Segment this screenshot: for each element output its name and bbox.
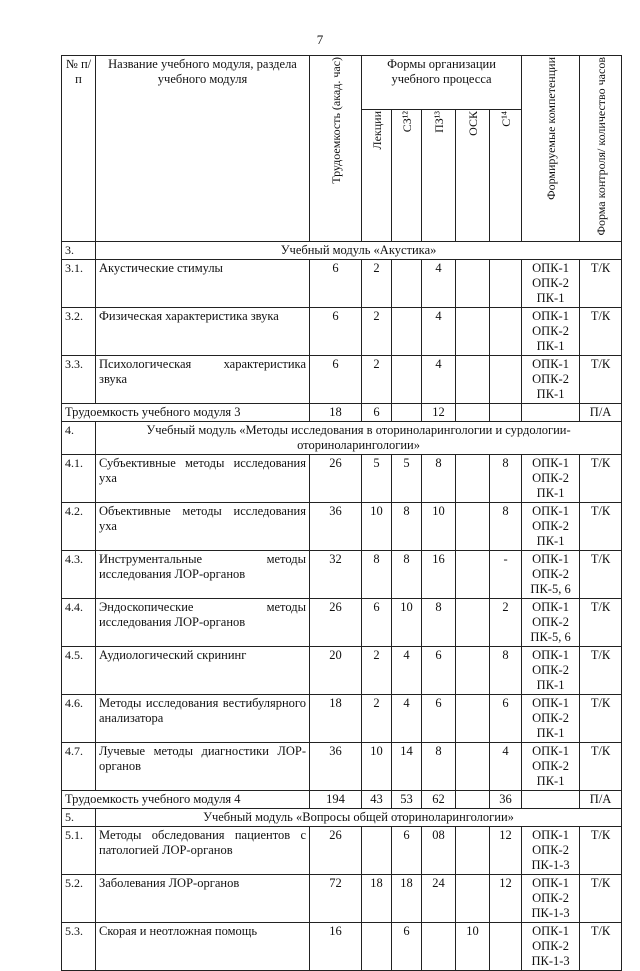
module-title-row [62,808,622,826]
competency-item: ОПК-2 [532,470,569,485]
module-title-row [62,421,622,454]
row-control: Т/К [580,826,622,874]
row-osk [456,259,490,307]
row-pz: 10 [422,502,456,550]
row-name: Аудиологический скрининг [96,646,310,694]
row-number: 4.2. [62,502,96,550]
competency-item: ПК-1-3 [531,905,570,920]
row-control: Т/К [580,874,622,922]
total-pz: 62 [422,790,456,808]
header-pz-text: ПЗ¹³ [431,111,446,134]
row-labor: 26 [310,826,362,874]
row-control: Т/К [580,502,622,550]
row-control: Т/К [580,259,622,307]
row-labor: 36 [310,742,362,790]
competency-item: ОПК-1 [532,503,569,518]
competency-item: ПК-1 [536,773,565,788]
competency-item: ОПК-2 [532,758,569,773]
row-osk: 10 [456,922,490,970]
module-number: 4. [62,421,96,454]
row-pz: 24 [422,874,456,922]
competency-item: ОПК-1 [532,599,569,614]
row-s: 2 [490,598,522,646]
row-control: Т/К [580,922,622,970]
row-competencies [522,598,580,646]
row-s [490,355,522,403]
header-row [62,56,622,110]
row-sz: 5 [392,454,422,502]
header-lectures-text: Лекции [369,111,384,150]
row-osk [456,826,490,874]
row-labor: 16 [310,922,362,970]
competency-item: ПК-5, 6 [530,581,571,596]
row-sz: 10 [392,598,422,646]
row-sz: 6 [392,922,422,970]
table-row [62,598,622,646]
row-osk [456,646,490,694]
competency-item: ПК-1-3 [531,953,570,968]
table-row [62,259,622,307]
row-name: Эндоскопические методы исследования ЛОР-органов [96,598,310,646]
row-competencies [522,694,580,742]
row-control: Т/К [580,454,622,502]
row-pz: 8 [422,742,456,790]
competency-item: ОПК-2 [532,662,569,677]
row-s [490,922,522,970]
module-title: Учебный модуль «Методы исследования в оториноларингологии и сурдологии-оториноларингологии» [96,421,622,454]
row-s: 8 [490,454,522,502]
module-title: Учебный модуль «Акустика» [96,241,622,259]
competency-item: ПК-1 [536,386,565,401]
row-labor: 6 [310,259,362,307]
row-number: 3.2. [62,307,96,355]
row-competencies [522,874,580,922]
competency-item: ОПК-2 [532,323,569,338]
table-row [62,646,622,694]
row-pz: 6 [422,694,456,742]
competency-item: ОПК-1 [532,827,569,842]
row-number: 4.7. [62,742,96,790]
table-row [62,826,622,874]
row-number: 5.2. [62,874,96,922]
row-competencies [522,454,580,502]
header-competencies-text: Формируемые компетенции [543,57,558,200]
table-row [62,307,622,355]
row-name: Заболевания ЛОР-органов [96,874,310,922]
competency-item: ОПК-1 [532,875,569,890]
row-pz [422,922,456,970]
header-name: Название учебного модуля, раздела учебного модуля [96,56,310,242]
header-control [580,56,622,242]
header-labor [310,56,362,242]
row-s: 4 [490,742,522,790]
row-number: 3.1. [62,259,96,307]
row-number: 4.5. [62,646,96,694]
row-sz: 14 [392,742,422,790]
table-row [62,355,622,403]
header-control-text: Форма контроля/ количество часов [593,57,608,236]
row-number: 4.4. [62,598,96,646]
row-s: 12 [490,874,522,922]
row-osk [456,874,490,922]
competency-item: ПК-1 [536,485,565,500]
total-labor: 18 [310,403,362,421]
row-osk [456,598,490,646]
header-labor-text: Трудоемкость (акад. час) [328,57,343,184]
competency-item: ПК-1 [536,290,565,305]
competency-item: ОПК-1 [532,743,569,758]
competency-item: ОПК-2 [532,275,569,290]
row-labor: 6 [310,307,362,355]
row-lectures: 5 [362,454,392,502]
total-label: Трудоемкость учебного модуля 4 [62,790,310,808]
row-lectures: 18 [362,874,392,922]
row-number: 4.6. [62,694,96,742]
competency-item: ПК-1 [536,677,565,692]
row-lectures: 2 [362,646,392,694]
row-s [490,259,522,307]
total-control: П/А [580,790,622,808]
row-pz: 08 [422,826,456,874]
total-control: П/А [580,403,622,421]
row-name: Методы исследования вестибулярного анализатора [96,694,310,742]
row-name: Акустические стимулы [96,259,310,307]
row-pz: 8 [422,454,456,502]
row-lectures: 8 [362,550,392,598]
header-num: № п/п [62,56,96,242]
competency-item: ОПК-1 [532,260,569,275]
row-name: Физическая характеристика звука [96,307,310,355]
row-name: Субъективные методы исследования уха [96,454,310,502]
competency-item: ОПК-1 [532,923,569,938]
row-s: 6 [490,694,522,742]
row-control: Т/К [580,742,622,790]
competency-item: ОПК-2 [532,890,569,905]
total-s: 36 [490,790,522,808]
total-s [490,403,522,421]
competency-item: ПК-5, 6 [530,629,571,644]
table-row [62,454,622,502]
competency-item: ОПК-2 [532,938,569,953]
total-sz [392,403,422,421]
row-osk [456,454,490,502]
module-total-row [62,790,622,808]
row-sz: 18 [392,874,422,922]
competency-item: ОПК-2 [532,614,569,629]
table-row [62,694,622,742]
module-title: Учебный модуль «Вопросы общей оториноларингологии» [96,808,622,826]
table-row [62,922,622,970]
row-s [490,307,522,355]
row-name: Инструментальные методы исследования ЛОР-органов [96,550,310,598]
row-pz: 6 [422,646,456,694]
row-sz: 8 [392,502,422,550]
header-osk [456,110,490,241]
row-lectures: 2 [362,694,392,742]
table-row [62,874,622,922]
header-sz-text: СЗ¹² [399,111,414,133]
row-name: Объективные методы исследования уха [96,502,310,550]
competency-item: ПК-1 [536,338,565,353]
total-lectures: 43 [362,790,392,808]
table-row [62,742,622,790]
total-osk [456,403,490,421]
total-competencies [522,403,580,421]
row-pz: 4 [422,307,456,355]
row-pz: 4 [422,355,456,403]
row-labor: 26 [310,454,362,502]
page-number: 7 [316,32,324,47]
competency-item: ОПК-2 [532,371,569,386]
competency-item: ОПК-2 [532,566,569,581]
row-lectures [362,922,392,970]
competency-item: ОПК-1 [532,695,569,710]
row-sz: 4 [392,646,422,694]
header-sz [392,110,422,241]
row-labor: 18 [310,694,362,742]
competency-item: ПК-1-3 [531,857,570,872]
row-number: 3.3. [62,355,96,403]
row-lectures: 10 [362,502,392,550]
competency-item: ОПК-2 [532,842,569,857]
module-number: 5. [62,808,96,826]
total-labor: 194 [310,790,362,808]
competency-item: ПК-1 [536,725,565,740]
row-control: Т/К [580,646,622,694]
row-labor: 20 [310,646,362,694]
total-sz: 53 [392,790,422,808]
competency-item: ОПК-1 [532,356,569,371]
row-labor: 72 [310,874,362,922]
row-control: Т/К [580,550,622,598]
row-number: 5.3. [62,922,96,970]
total-label: Трудоемкость учебного модуля 3 [62,403,310,421]
row-number: 5.1. [62,826,96,874]
row-competencies [522,646,580,694]
row-s: - [490,550,522,598]
row-s: 12 [490,826,522,874]
row-s: 8 [490,646,522,694]
row-pz: 16 [422,550,456,598]
header-pz [422,110,456,241]
module-title-row [62,241,622,259]
row-name: Скорая и неотложная помощь [96,922,310,970]
row-osk [456,550,490,598]
competency-item: ПК-1 [536,533,565,548]
row-osk [456,355,490,403]
row-sz [392,355,422,403]
row-competencies [522,502,580,550]
curriculum-table [61,55,622,971]
row-lectures: 6 [362,598,392,646]
row-pz: 4 [422,259,456,307]
header-s [490,110,522,241]
competency-item: ОПК-1 [532,308,569,323]
row-sz [392,259,422,307]
header-osk-text: ОСК [465,111,480,136]
competency-item: ОПК-1 [532,551,569,566]
row-labor: 26 [310,598,362,646]
header-s-text: С¹⁴ [498,111,513,127]
header-lectures [362,110,392,241]
row-competencies [522,742,580,790]
row-lectures [362,826,392,874]
row-lectures: 2 [362,355,392,403]
row-competencies [522,922,580,970]
module-number: 3. [62,241,96,259]
row-labor: 6 [310,355,362,403]
row-competencies [522,550,580,598]
row-competencies [522,355,580,403]
row-sz: 6 [392,826,422,874]
competency-item: ОПК-1 [532,455,569,470]
row-sz [392,307,422,355]
total-pz: 12 [422,403,456,421]
row-osk [456,742,490,790]
row-name: Лучевые методы диагностики ЛОР-органов [96,742,310,790]
row-lectures: 10 [362,742,392,790]
row-s: 8 [490,502,522,550]
row-osk [456,694,490,742]
competency-item: ОПК-1 [532,647,569,662]
row-pz: 8 [422,598,456,646]
row-labor: 32 [310,550,362,598]
total-competencies [522,790,580,808]
row-lectures: 2 [362,307,392,355]
row-control: Т/К [580,598,622,646]
row-number: 4.1. [62,454,96,502]
row-osk [456,502,490,550]
row-sz: 4 [392,694,422,742]
row-sz: 8 [392,550,422,598]
row-competencies [522,307,580,355]
row-name: Методы обследования пациентов с патологией ЛОР-органов [96,826,310,874]
row-competencies [522,259,580,307]
table-row [62,502,622,550]
row-control: Т/К [580,694,622,742]
competency-item: ОПК-2 [532,710,569,725]
row-control: Т/К [580,355,622,403]
module-total-row [62,403,622,421]
total-lectures: 6 [362,403,392,421]
row-control: Т/К [580,307,622,355]
row-number: 4.3. [62,550,96,598]
total-osk [456,790,490,808]
row-labor: 36 [310,502,362,550]
header-forms: Формы организации учебного процесса [362,56,522,110]
row-competencies [522,826,580,874]
row-name: Психологическая характеристика звука [96,355,310,403]
row-lectures: 2 [362,259,392,307]
row-osk [456,307,490,355]
competency-item: ОПК-2 [532,518,569,533]
header-competencies [522,56,580,242]
table-row [62,550,622,598]
